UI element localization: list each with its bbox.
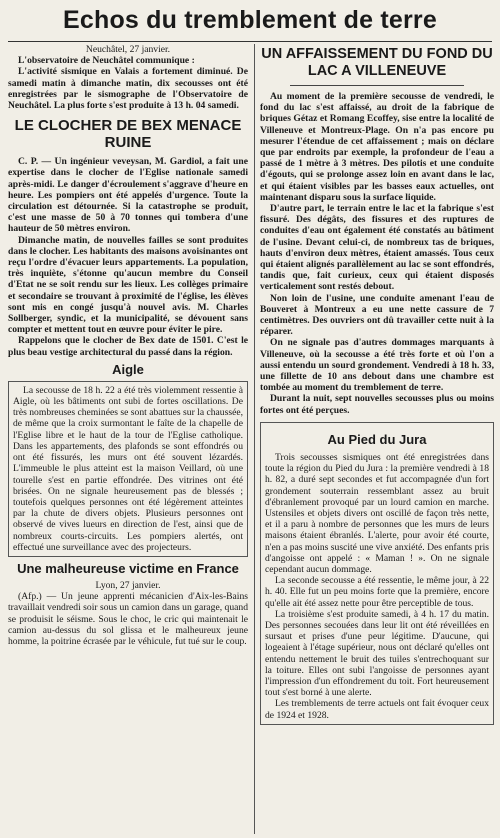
victime-dateline: Lyon, 27 janvier. [95, 579, 161, 591]
intro-article [8, 44, 248, 111]
affaissement-paragraph-4: On ne signale pas d'autres dommages marquants à Villeneuve, où la secousse a été très forte et où l'on a aussi entendu un sourd grondement. Vendredi à 18 h. 33, une fillette de 10 ans debout dans une chambre est tombée au moment du tremblement de terre. [260, 337, 494, 394]
clocher-paragraph-3: Rappelons que le clocher de Bex date de 1501. C'est le plus beau vestige architectural du passé dans la région. [8, 335, 248, 358]
clocher-headline: LE CLOCHER DE BEX MENACE RUINE [14, 117, 242, 152]
clocher-paragraph-1: C. P. — Un ingénieur veveysan, M. Gardiol, a fait une expertise dans le clocher de l'Eglise nationale samedi après-midi. Le danger d'écroulement s'aggrave d'heure en heure. Les pompiers ont été appelés d'urgence. Toute la circulation est détournée. Si la catastrophe se produit, c'est une masse de 50 à 70 tonnes qui tombera d'une hauteur de 50 mètres environ. [8, 156, 248, 235]
jura-paragraph-3: La troisième s'est produite samedi, à 4 h. 17 du matin. Des personnes secouées dans leur lit ont été réveillées en sursaut et prises d'une peur légitime. D'aucune, qui logeaient à l'étage supérieur, nous ont déclaré qu'elles ont entendu nettement le bruit des tuiles s'entrechoquant sur la toiture. Elles ont subi l'angoisse de personnes ayant l'impression d'un effondrement du toit. Fort heureusement tout s'est borné à une alerte. [265, 608, 489, 699]
headline-rule [290, 85, 464, 86]
intro-lead: L'observatoire de Neuchâtel communique : [18, 55, 195, 67]
jura-paragraph-2: La seconde secousse a été ressentie, le même jour, à 22 h. 40. Elle fut un peu moins forte que la première, encore qu'elle ait été assez nette pour être perceptible de tous. [265, 575, 489, 609]
affaissement-article [260, 91, 494, 416]
page-title: Echos du tremblement de terre [63, 6, 437, 34]
intro-body: L'activité sismique en Valais a fortement diminué. De samedi matin à dimanche matin, dix secousses ont été enregistrées par le sismographe de l'Observatoire de Neuchâtel. La plus forte s'est produite à 13 h. 04 samedi. [8, 66, 248, 112]
victime-headline: Une malheureuse victime en France [17, 560, 239, 576]
affaissement-paragraph-3: Non loin de l'usine, une conduite amenant l'eau de Bouveret à Montreux a eu une nette cassure de 7 centimètres. Des ouvriers ont dû travailler cette nuit à la réparer. [260, 292, 494, 338]
victime-paragraph-1: (Afp.) — Un jeune apprenti mécanicien d'Aix-les-Bains travaillait vendredi soir sous un camion dans un garage, quand se produisit le séisme. Sous le choc, le cric qui maintenait le camion au-dessus du sol glissa et le malheureux jeune homme, la poitrine écrasée par le véhicule, fut tué sur le coup. [8, 591, 248, 647]
victime-article [8, 580, 248, 647]
right-column [260, 44, 494, 838]
left-column [8, 44, 248, 838]
affaissement-headline: UN AFFAISSEMENT DU FOND DU LAC A VILLENEUVE [261, 46, 493, 79]
intro-dateline: Neuchâtel, 27 janvier. [85, 44, 171, 55]
jura-paragraph-4: Les tremblements de terre actuels ont fait évoquer ceux de 1924 et 1928. [265, 698, 489, 721]
affaissement-paragraph-1: Au moment de la première secousse de vendredi, le fond du lac s'est affaissé, au droit de la fabrique de briques Gétaz et Romang Ecoffey, sise entre la localité de Villeneuve et Montreux-Plage. On n'a pas encore pu mesurer l'étendue de cet affaissement ; mais on déclare que par endroits par exemple, la profondeur de l'eau a passé de 1 mètre à 3 mètres. Des pilotis et une conduite d'égouts, qui se prolonge assez loin en avant dans le lac, et qui étaient visibles par les basses eaux actuelles, ont maintenant disparu sous la surface liquide. [260, 91, 494, 203]
clocher-paragraph-2: Dimanche matin, de nouvelles failles se sont produites dans le clocher. Les habitants des maisons avoisinantes ont reçu l'ordre d'évacuer leurs appartements. La population, très inquiète, s'étonne qu'aucun membre du Conseil d'Etat ne se soit rendu sur les lieux. Les collèges primaire et secondaire se trouvant à proximité de l'église, les élèves sont mis en congé jusqu'à nouvel avis. M. Charles Sollberger, syndic, et la municipalité, se dévouent sans compter et mettent tout en œuvre pour éviter le pire. [8, 234, 248, 336]
clocher-article [8, 156, 248, 358]
jura-headline: Au Pied du Jura [327, 431, 427, 447]
affaissement-paragraph-2: D'autre part, le terrain entre le lac et la fabrique s'est fissuré. Des dégâts, des fissures et des ruptures de conduites d'eau ont également été constatés au bâtiment de l'usine. Devant celui-ci, de nombreux tas de briques, hauts d'environ deux mètres, étaient amassés. Tous ceux qui étaient alignés parallèlement au lac se sont effondrés, tandis que, fait curieux, ceux qui étaient disposés verticalement sont restés debout. [260, 203, 494, 293]
aigle-headline: Aigle [112, 361, 144, 377]
column-divider [254, 44, 255, 834]
aigle-article [8, 381, 248, 557]
jura-paragraph-1: Trois secousses sismiques ont été enregistrées dans toute la région du Pied du Jura : la première vendredi à 18 h. 82, a duré sept secondes et fut accompagnée d'un fort grondement souterrain ressemblant assez au bruit d'ébranlement provoqué par un lourd camion en marche. Ustensiles et objets divers ont oscillé de façon très nette, et il a paru à nombre de personnes que les murs de leurs maisons étaient ébranlés. L'alerte, pour avoir été courte, n'en a pas moins suscité une vive anxiété. Des enfants pris d'angoisse ont appelé : « Maman ! ». On ne signale cependant aucun dommage. [265, 451, 489, 575]
aigle-paragraph-1: La secousse de 18 h. 22 a été très violemment ressentie à Aigle, où les bâtiments ont subi de fortes oscillations. De très nombreuses cheminées se sont abattues sur la chaussée, de même que la croix surmontant le faîte de la chapelle de l'Eglise libre et le haut de la tour de l'Eglise catholique. Dans les appartements, des plafonds se sont effondrés ou ont été fissurés, les murs ont été souvent lézardés. L'immeuble le plus atteint est la maison Veillard, où une tourelle s'est en partie effondrée. Des vitrines ont été brisées. On ne signale heureusement pas de blessés ; toutefois quelques personnes ont été légèrement atteintes par la chute de divers objets. Plusieurs personnes ont observé de vives lueurs en direction de l'est, ainsi que de nombreux courts-circuits. Les pompiers alertés, ont effectué une surveillance avec des projecteurs. [13, 384, 243, 553]
affaissement-paragraph-5: Durant la nuit, sept nouvelles secousses plus ou moins fortes ont été perçues. [260, 393, 494, 416]
title-rule [8, 41, 492, 42]
spacer [260, 416, 494, 420]
jura-box [260, 422, 494, 725]
